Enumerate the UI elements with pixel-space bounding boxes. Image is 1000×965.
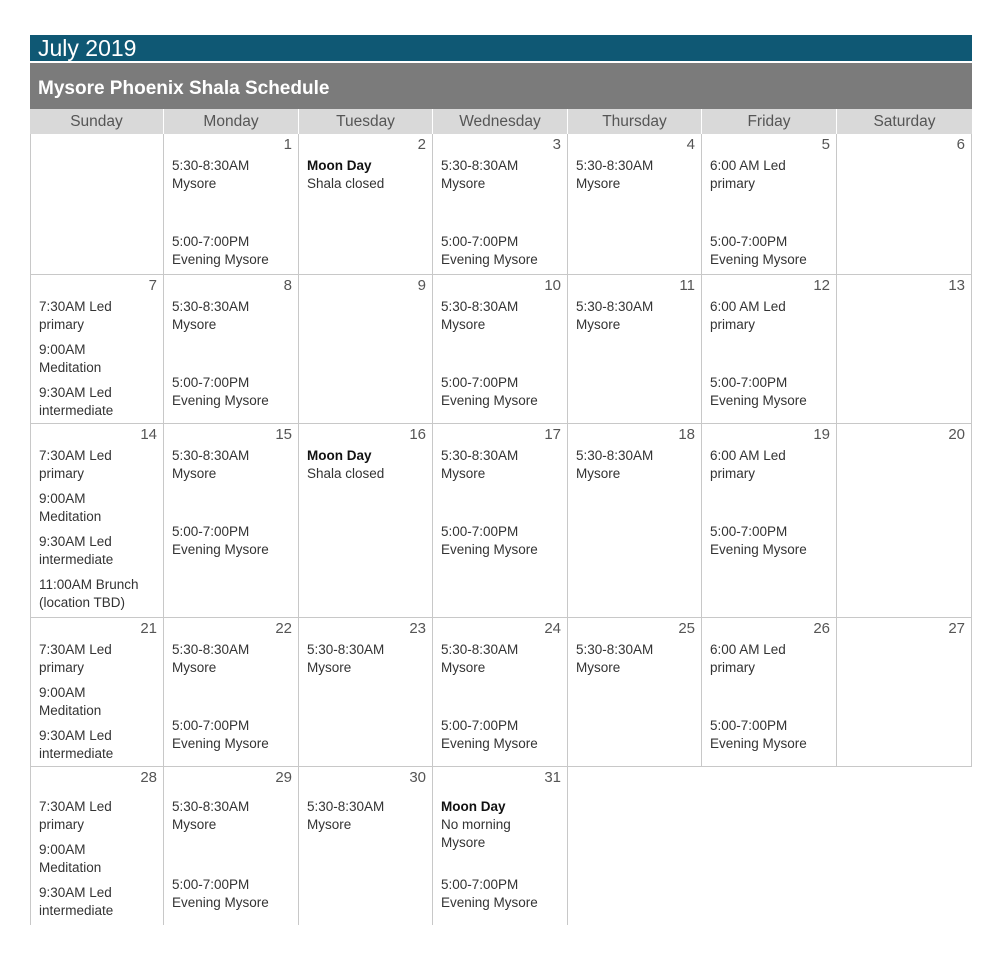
day-number: 23: [409, 620, 426, 637]
event-led-primary: 6:00 AM Led primary: [710, 642, 786, 675]
event-led-primary: 6:00 AM Led primary: [710, 299, 786, 332]
day-cell: [30, 767, 164, 925]
day-cell: [30, 275, 164, 423]
event-meditation: 9:00AM Meditation: [39, 491, 102, 524]
day-number: 18: [678, 426, 695, 443]
calendar: [30, 35, 972, 925]
weekday-saturday: Saturday: [873, 113, 936, 130]
day-cell: [702, 275, 837, 423]
day-number: 30: [409, 769, 426, 786]
event-evening-mysore: 5:00-7:00PM Evening Mysore: [441, 877, 538, 910]
day-number: 4: [686, 136, 695, 153]
event-led-intermediate: 9:30AM Led intermediate: [39, 385, 114, 418]
day-number: 3: [552, 136, 561, 153]
event-evening-mysore: 5:00-7:00PM Evening Mysore: [172, 877, 269, 910]
week-row: [30, 767, 972, 925]
day-number: [39, 136, 157, 155]
day-number: 25: [678, 620, 695, 637]
day-number: 10: [544, 277, 561, 294]
day-cell: [568, 275, 702, 423]
event-moon-day: Moon Day Shala closed: [307, 448, 385, 481]
day-number: 31: [544, 769, 561, 786]
event-morning-mysore: 5:30-8:30AM Mysore: [441, 642, 519, 675]
event-morning-mysore: 5:30-8:30AM Mysore: [441, 158, 519, 191]
event-led-primary: 7:30AM Led primary: [39, 448, 112, 481]
event-meditation: 9:00AM Meditation: [39, 685, 102, 718]
day-cell: [164, 424, 299, 617]
day-cell: [30, 134, 164, 274]
day-cell: [702, 424, 837, 617]
event-led-primary: 6:00 AM Led primary: [710, 448, 786, 481]
day-cell: [837, 275, 972, 423]
event-evening-mysore: 5:00-7:00PM Evening Mysore: [172, 375, 269, 408]
day-number: 29: [275, 769, 292, 786]
month-title: July 2019: [30, 35, 972, 61]
day-cell: [299, 618, 433, 766]
day-number: 22: [275, 620, 292, 637]
day-cell: [433, 134, 568, 274]
event-morning-mysore: 5:30-8:30AM Mysore: [172, 299, 250, 332]
empty-cell: [568, 767, 702, 925]
weekday-wednesday: Wednesday: [433, 109, 568, 134]
day-number: 2: [417, 136, 426, 153]
day-number: 24: [544, 620, 561, 637]
day-number: 6: [956, 136, 965, 153]
day-cell: [164, 134, 299, 274]
day-cell: [299, 275, 433, 423]
day-number: 7: [148, 277, 157, 294]
event-evening-mysore: 5:00-7:00PM Evening Mysore: [172, 524, 269, 557]
weekday-tuesday: Tuesday: [299, 109, 433, 134]
event-evening-mysore: 5:00-7:00PM Evening Mysore: [441, 524, 538, 557]
event-evening-mysore: 5:00-7:00PM Evening Mysore: [172, 234, 269, 267]
empty-cell: [702, 767, 837, 925]
day-cell: [433, 424, 568, 617]
event-brunch: 11:00AM Brunch (location TBD): [39, 577, 139, 610]
event-morning-mysore: 5:30-8:30AM Mysore: [172, 448, 250, 481]
day-cell: [164, 275, 299, 423]
day-number: 5: [821, 136, 830, 153]
event-led-primary: 7:30AM Led primary: [39, 799, 112, 832]
weekday-friday: Friday: [702, 109, 837, 134]
day-cell: [702, 618, 837, 766]
day-cell: [568, 618, 702, 766]
event-morning-mysore: 5:30-8:30AM Mysore: [576, 642, 654, 675]
day-number: 8: [283, 277, 292, 294]
event-evening-mysore: 5:00-7:00PM Evening Mysore: [710, 375, 807, 408]
week-row: [30, 275, 972, 424]
day-cell: [164, 618, 299, 766]
event-morning-mysore: 5:30-8:30AM Mysore: [307, 799, 385, 832]
event-moon-day: Moon Day No morning Mysore: [441, 799, 511, 850]
day-number: 19: [813, 426, 830, 443]
day-cell: [299, 767, 433, 925]
day-number: 21: [140, 620, 157, 637]
day-number: 20: [948, 426, 965, 443]
event-moon-day: Moon Day Shala closed: [307, 158, 385, 191]
day-cell: [433, 767, 568, 925]
event-morning-mysore: 5:30-8:30AM Mysore: [172, 158, 250, 191]
event-morning-mysore: 5:30-8:30AM Mysore: [576, 448, 654, 481]
event-evening-mysore: 5:00-7:00PM Evening Mysore: [441, 234, 538, 267]
day-number: 27: [948, 620, 965, 637]
event-led-primary: 7:30AM Led primary: [39, 299, 112, 332]
event-evening-mysore: 5:00-7:00PM Evening Mysore: [441, 375, 538, 408]
day-cell: [433, 618, 568, 766]
day-number: 17: [544, 426, 561, 443]
event-morning-mysore: 5:30-8:30AM Mysore: [441, 448, 519, 481]
weekday-sunday: Sunday: [30, 109, 164, 134]
day-number: 26: [813, 620, 830, 637]
week-row: [30, 424, 972, 618]
day-number: 11: [679, 277, 695, 294]
event-meditation: 9:00AM Meditation: [39, 842, 102, 875]
weekday-header-row: [30, 109, 972, 134]
day-cell: [568, 424, 702, 617]
day-cell: [837, 424, 972, 617]
day-number: 13: [948, 277, 965, 294]
day-cell: [299, 134, 433, 274]
event-evening-mysore: 5:00-7:00PM Evening Mysore: [710, 524, 807, 557]
event-evening-mysore: 5:00-7:00PM Evening Mysore: [710, 234, 807, 267]
day-number: 16: [409, 426, 426, 443]
day-cell: [702, 134, 837, 274]
event-morning-mysore: 5:30-8:30AM Mysore: [441, 299, 519, 332]
day-cell: [299, 424, 433, 617]
weekday-thursday: Thursday: [568, 109, 702, 134]
event-morning-mysore: 5:30-8:30AM Mysore: [172, 642, 250, 675]
event-morning-mysore: 5:30-8:30AM Mysore: [576, 158, 654, 191]
day-cell: [568, 134, 702, 274]
event-led-intermediate: 9:30AM Led intermediate: [39, 885, 114, 918]
day-cell: [30, 424, 164, 617]
event-morning-mysore: 5:30-8:30AM Mysore: [576, 299, 654, 332]
day-number: 15: [275, 426, 292, 443]
event-morning-mysore: 5:30-8:30AM Mysore: [172, 799, 250, 832]
day-cell: [30, 618, 164, 766]
week-row: [30, 134, 972, 275]
day-number: 28: [140, 769, 157, 786]
day-cell: [837, 134, 972, 274]
day-cell: [164, 767, 299, 925]
week-row: [30, 618, 972, 767]
event-morning-mysore: 5:30-8:30AM Mysore: [307, 642, 385, 675]
event-meditation: 9:00AM Meditation: [39, 342, 102, 375]
event-led-intermediate: 9:30AM Led intermediate: [39, 534, 114, 567]
event-evening-mysore: 5:00-7:00PM Evening Mysore: [441, 718, 538, 751]
event-evening-mysore: 5:00-7:00PM Evening Mysore: [172, 718, 269, 751]
event-led-primary: 7:30AM Led primary: [39, 642, 112, 675]
event-evening-mysore: 5:00-7:00PM Evening Mysore: [710, 718, 807, 751]
day-number: 14: [140, 426, 157, 443]
empty-cell: [837, 767, 972, 925]
event-led-primary: 6:00 AM Led primary: [710, 158, 786, 191]
day-number: 9: [417, 277, 426, 294]
day-number: 1: [283, 136, 292, 153]
day-cell: [433, 275, 568, 423]
day-cell: [837, 618, 972, 766]
event-led-intermediate: 9:30AM Led intermediate: [39, 728, 114, 761]
day-number: 12: [813, 277, 830, 294]
schedule-title: Mysore Phoenix Shala Schedule: [30, 63, 972, 109]
weekday-monday: Monday: [164, 109, 299, 134]
